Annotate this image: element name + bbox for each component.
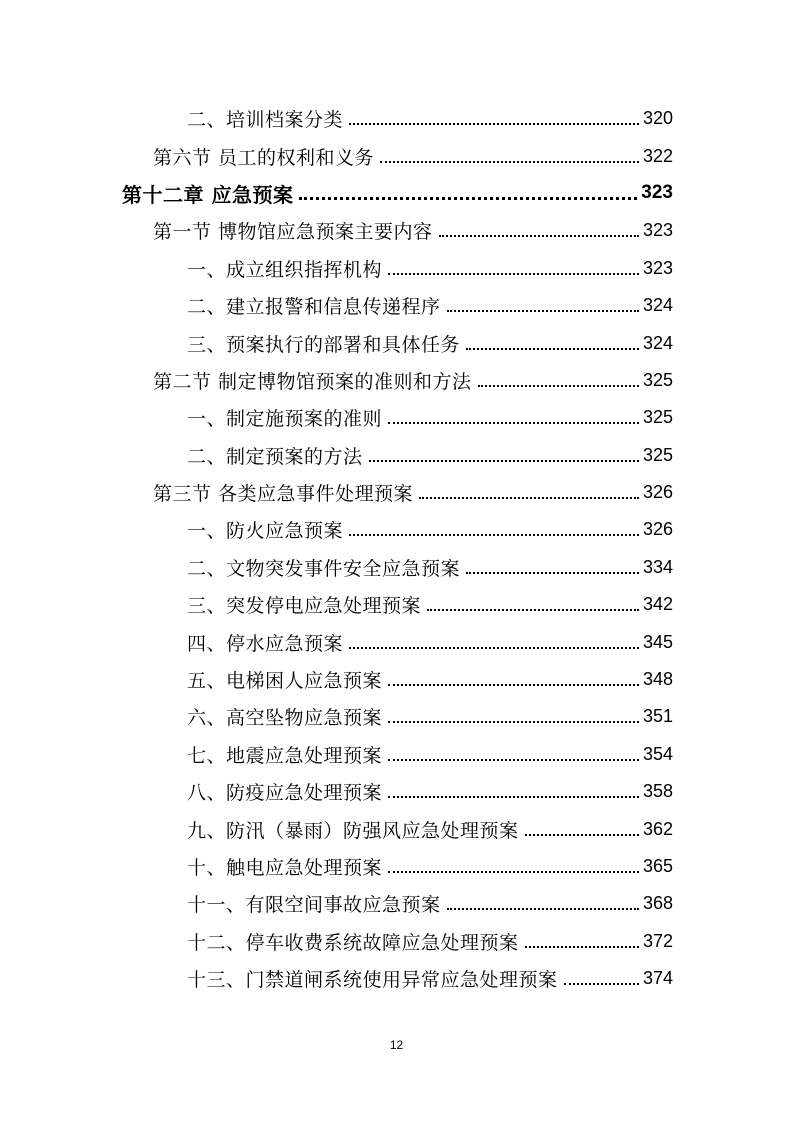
toc-entry-page: 351 <box>642 706 673 727</box>
toc-entry-label: 一、成立组织指挥机构 <box>187 258 383 281</box>
dot-leader <box>388 421 639 424</box>
toc-entry-label: 二、培训档案分类 <box>187 109 344 132</box>
dot-leader <box>349 122 639 125</box>
dot-leader <box>419 496 639 499</box>
toc-entry-page: 326 <box>642 519 673 540</box>
toc-entry-label: 二、文物突发事件安全应急预案 <box>187 557 461 580</box>
dot-leader <box>388 683 639 686</box>
toc-entry[interactable] <box>0 474 793 511</box>
toc-entry[interactable] <box>0 885 793 922</box>
toc-entry-page: 342 <box>642 594 673 615</box>
dot-leader <box>447 907 639 910</box>
toc-entry-label: 三、突发停电应急处理预案 <box>187 595 422 618</box>
toc-entry[interactable] <box>0 287 793 324</box>
toc-entry-label: 二、制定预案的方法 <box>187 445 363 468</box>
toc-entry-label: 十一、有限空间事故应急预案 <box>187 894 441 917</box>
toc-entry[interactable] <box>0 175 793 212</box>
page-number: 12 <box>389 1038 404 1052</box>
toc-entry-label: 九、防汛（暴雨）防强风应急处理预案 <box>187 819 519 842</box>
toc-entry[interactable] <box>0 661 793 698</box>
toc-entry[interactable] <box>0 736 793 773</box>
toc-entry-label: 四、停水应急预案 <box>187 632 344 655</box>
toc-entry-label: 十、触电应急处理预案 <box>187 857 383 879</box>
toc-entry-page: 323 <box>641 182 673 204</box>
dot-leader <box>388 870 639 873</box>
toc-entry-label: 八、防疫应急处理预案 <box>187 782 383 805</box>
toc-entry-page: 368 <box>642 893 673 914</box>
dot-leader <box>349 533 639 536</box>
toc-entry[interactable] <box>0 623 793 660</box>
toc-entry-page: 334 <box>642 556 673 577</box>
toc-entry-label: 六、高空坠物应急预案 <box>187 707 383 730</box>
toc-entry[interactable] <box>0 586 793 623</box>
dot-leader <box>388 272 639 275</box>
toc-entry-page: 345 <box>642 631 673 652</box>
toc-entry[interactable] <box>0 511 793 548</box>
toc-entry-label: 第六节 员工的权利和义务 <box>153 146 375 169</box>
toc-entry[interactable] <box>0 549 793 586</box>
toc-entry[interactable] <box>0 362 793 399</box>
toc-entry-label: 第三节 各类应急事件处理预案 <box>153 483 414 506</box>
toc-entry-page: 358 <box>642 781 673 802</box>
dot-leader <box>380 160 639 163</box>
table-of-contents <box>0 100 793 997</box>
dot-leader <box>466 571 639 574</box>
dot-leader <box>525 945 639 948</box>
toc-entry-page: 365 <box>642 856 673 876</box>
toc-entry[interactable] <box>0 212 793 249</box>
toc-entry[interactable] <box>0 848 793 885</box>
toc-entry-page: 326 <box>642 482 673 503</box>
toc-entry-label: 一、防火应急预案 <box>187 520 344 543</box>
dot-leader <box>439 234 639 237</box>
toc-entry-page: 372 <box>642 930 673 951</box>
toc-entry-label: 第一节 博物馆应急预案主要内容 <box>153 221 433 244</box>
toc-entry-page: 348 <box>642 669 673 690</box>
toc-entry-page: 324 <box>642 332 673 353</box>
toc-entry-page: 324 <box>642 295 673 316</box>
toc-entry[interactable] <box>0 437 793 474</box>
toc-entry[interactable] <box>0 137 793 174</box>
toc-entry[interactable] <box>0 399 793 436</box>
toc-entry[interactable] <box>0 250 793 287</box>
toc-entry-page: 323 <box>642 257 673 278</box>
toc-entry-page: 323 <box>642 220 673 241</box>
toc-entry[interactable] <box>0 960 793 997</box>
toc-entry-page: 362 <box>642 818 673 839</box>
toc-entry-label: 五、电梯困人应急预案 <box>187 670 383 693</box>
toc-entry-page: 320 <box>642 108 673 129</box>
dot-leader <box>299 196 637 200</box>
toc-entry[interactable] <box>0 810 793 847</box>
dot-leader <box>388 720 639 723</box>
toc-entry[interactable] <box>0 324 793 361</box>
dot-leader <box>369 459 639 462</box>
toc-entry-label: 二、建立报警和信息传递程序 <box>187 296 441 319</box>
dot-leader <box>466 347 639 350</box>
dot-leader <box>525 833 639 836</box>
toc-entry-page: 325 <box>642 444 673 465</box>
dot-leader <box>427 608 639 611</box>
toc-entry[interactable] <box>0 698 793 735</box>
toc-entry-page: 354 <box>642 743 673 764</box>
toc-entry[interactable] <box>0 773 793 810</box>
dot-leader <box>478 384 639 387</box>
toc-entry[interactable] <box>0 100 793 137</box>
dot-leader <box>388 758 639 761</box>
toc-entry-page: 374 <box>642 968 673 989</box>
toc-entry-page: 325 <box>642 407 673 428</box>
toc-entry-label: 三、预案执行的部署和具体任务 <box>187 333 461 356</box>
dot-leader <box>564 982 639 985</box>
dot-leader <box>447 309 639 312</box>
toc-entry-label: 第二节 制定博物馆预案的准则和方法 <box>153 370 472 393</box>
dot-leader <box>349 646 639 649</box>
toc-entry[interactable] <box>0 923 793 960</box>
toc-entry-label: 第十二章 应急预案 <box>122 182 294 207</box>
toc-entry-label: 一、制定施预案的准则 <box>187 408 383 431</box>
toc-entry-label: 十二、停车收费系统故障应急处理预案 <box>187 931 519 954</box>
toc-entry-label: 十三、门禁道闸系统使用异常应急处理预案 <box>187 969 558 992</box>
toc-entry-page: 322 <box>642 145 673 166</box>
toc-entry-label: 七、地震应急处理预案 <box>187 744 383 767</box>
dot-leader <box>388 795 639 798</box>
toc-entry-page: 325 <box>642 369 673 390</box>
